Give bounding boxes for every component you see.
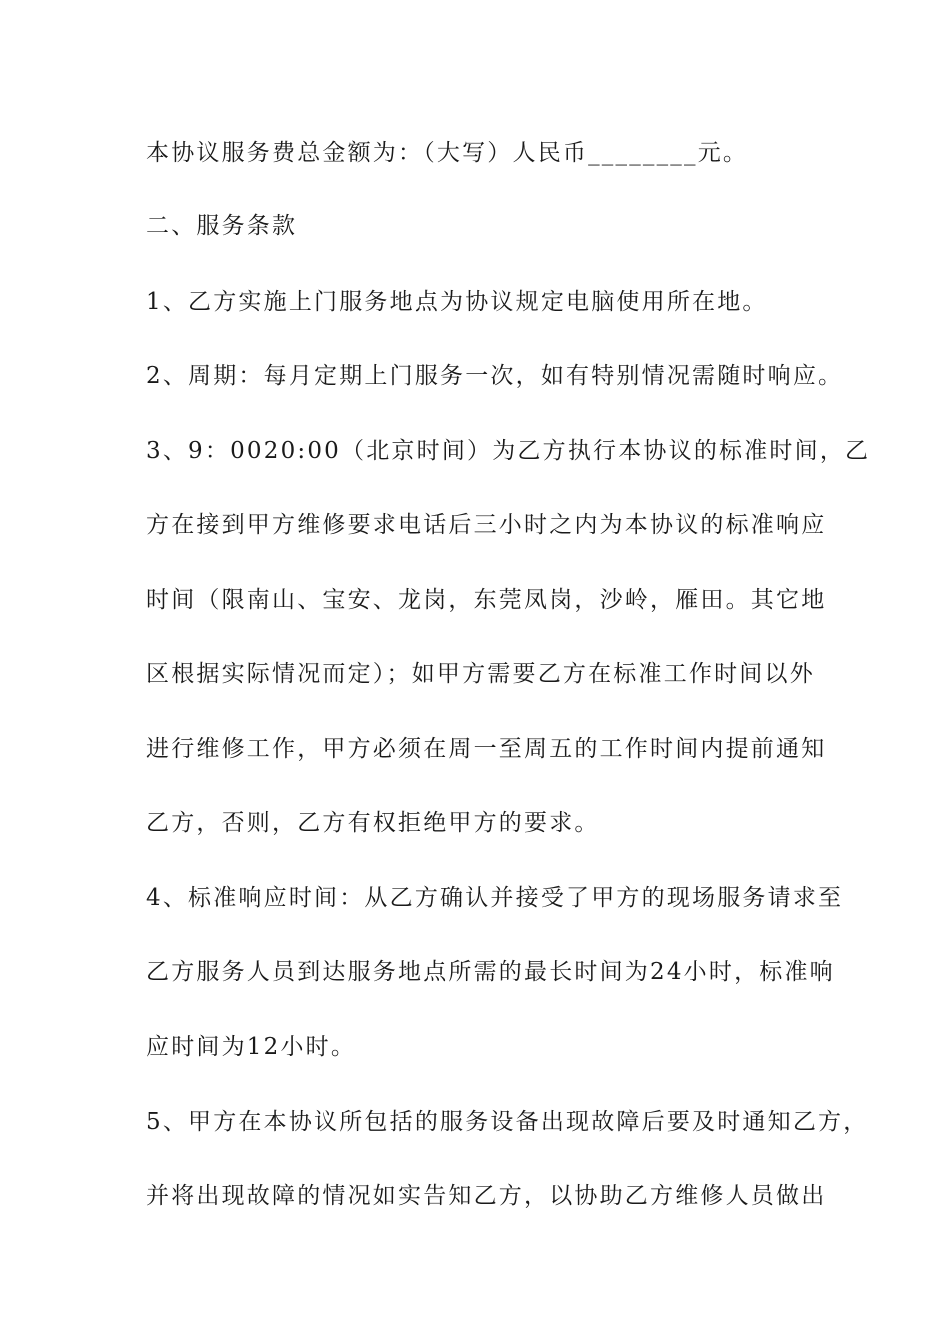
section-heading-service-terms: 二、服务条款: [146, 213, 298, 239]
clause-2-line: 2、周期：每月定期上门服务一次，如有特别情况需随时响应。: [146, 363, 844, 389]
clause-3-line-2: 方在接到甲方维修要求电话后三小时之内为本协议的标准响应: [146, 512, 827, 538]
clause-3-line-5: 进行维修工作，甲方必须在周一至周五的工作时间内提前通知: [146, 736, 827, 762]
clause-1-line: 1、乙方实施上门服务地点为协议规定电脑使用所在地。: [146, 289, 768, 315]
clause-3-line-6: 乙方，否则，乙方有权拒绝甲方的要求。: [146, 810, 600, 836]
clause-3-line-1: 3、9：0020:00（北京时间）为乙方执行本协议的标准时间，乙: [146, 438, 871, 464]
clause-3-line-4: 区根据实际情况而定）；如甲方需要乙方在标准工作时间以外: [146, 661, 815, 687]
clause-5-line-1: 5、甲方在本协议所包括的服务设备出现故障后要及时通知乙方，: [146, 1109, 869, 1135]
clause-3-line-3: 时间（限南山、宝安、龙岗，东莞凤岗，沙岭，雁田。其它地: [146, 587, 827, 613]
clause-5-line-2: 并将出现故障的情况如实告知乙方，以协助乙方维修人员做出: [146, 1183, 827, 1209]
clause-4-line-2: 乙方服务人员到达服务地点所需的最长时间为24小时，标准响: [146, 959, 835, 985]
fee-total-line: 本协议服务费总金额为：（大写）人民币________元。: [146, 140, 749, 166]
clause-4-line-1: 4、标准响应时间：从乙方确认并接受了甲方的现场服务请求至: [146, 885, 844, 911]
clause-4-line-3: 应时间为12小时。: [146, 1034, 357, 1060]
